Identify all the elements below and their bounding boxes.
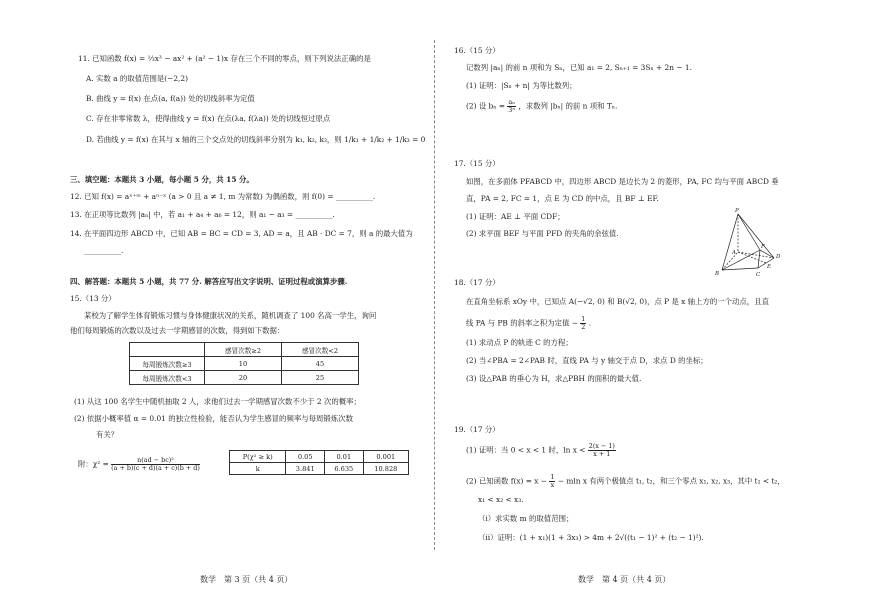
page-divider	[434, 40, 435, 550]
q19-part-ii: （ⅱ）证明：(1 + x₁)(1 + 3x₃) > 4m + 2√((t₁ − 1)² + (t₂ − 1)²).	[478, 533, 704, 542]
table-cell: 0.05	[286, 451, 325, 463]
polyhedron-figure	[714, 206, 784, 278]
q16-sub1: (1) 证明：|Sₙ + n| 为等比数列；	[466, 81, 577, 90]
q15-head: 15.（13 分）	[70, 294, 116, 303]
q19-part-i: （ⅰ）求实数 m 的取值范围；	[478, 514, 574, 523]
q19-sub2-post: − mln x 有两个极值点 t₁, t₂，和三个零点 x₁, x₂, x₃，其中 t₁ < t₂，	[557, 476, 785, 486]
left-page	[0, 0, 432, 615]
q11-option-b: B. 曲线 y = f(x) 在点(a, f(a)) 处的切线斜率为定值	[86, 94, 255, 103]
label-c: C	[756, 272, 761, 278]
table-cell: 感冒次数<2	[282, 343, 359, 357]
q19-sub1	[466, 443, 616, 458]
q19-sub2-cont: x₁ < x₂ < x₃.	[478, 495, 524, 504]
q11-stem: 11. 已知函数 f(x) = ⅓x³ − ax² + (a² − 1)x 存在三个不同的零点，则下列说法正确的是	[78, 54, 371, 63]
edge-pf	[738, 214, 760, 250]
edge-bc	[722, 268, 758, 270]
table-header-row	[130, 343, 359, 357]
q19-sub2	[466, 474, 785, 489]
right-page	[438, 0, 870, 615]
table-row	[230, 463, 409, 475]
q16-sub2-post: ，求数列 |bₙ| 的前 n 项和 Tₙ.	[518, 101, 618, 111]
q16-sub2	[466, 99, 617, 114]
edge-cd	[758, 258, 774, 268]
q12: 12. 已知 f(x) = aˣ⁺ᵐ + aⁿ⁻ˣ (a > 0 且 a ≠ 1, m 为常数) 为偶函数，则 f(0) = __________.	[70, 192, 376, 201]
page-4-footer: 数学 第 4 页（共 4 页）	[578, 575, 671, 584]
edge-cf	[758, 250, 760, 268]
q15-data-table	[129, 342, 359, 385]
q14-line1: 14. 在平面四边形 ABCD 中，已知 AB = BC = CD = 3, AD = a，且 AB · DC = 7，则 a 的最大值为	[70, 229, 413, 238]
table-cell: k	[230, 463, 286, 475]
edge-pb	[722, 214, 738, 270]
q11-option-c: C. 存在非零常数 λ，使得曲线 y = f(x) 在点(λa, f(λa)) 处的切线恒过原点	[86, 114, 331, 123]
table-cell: 3.841	[286, 463, 325, 475]
label-b: B	[715, 271, 720, 277]
formula-label: 附：χ² =	[78, 459, 109, 469]
q14-line2: __________.	[84, 246, 124, 255]
table-row	[130, 357, 359, 371]
q17-sub1: (1) 证明：AE ⊥ 平面 CDF；	[466, 212, 565, 221]
q15-sub2: (2) 依据小概率值 α = 0.01 的独立性检验，能否认为学生感冒的频率与每周锻炼次数	[74, 414, 353, 423]
section-3-heading: 三、填空题：本题共 3 小题，每小题 5 分，共 15 分。	[70, 175, 254, 184]
fraction-denominator: 3ⁿ	[508, 106, 516, 114]
q18-sub1: (1) 求动点 P 的轨迹 C 的方程；	[466, 338, 573, 347]
section-4-heading: 四、解答题：本题共 5 小题，共 77 分. 解答应写出文字说明、证明过程或演算步骤.	[70, 277, 348, 286]
q13: 13. 在正项等比数列 |aₙ| 中，若 a₁ + a₄ + a₆ = 12，则 a₁ − a₃ = __________.	[70, 210, 335, 219]
q17-para1: 如图，在多面体 PFABCD 中，四边形 ABCD 是边长为 2 的菱形，PA, FC 均与平面 ABCD 垂	[466, 177, 779, 186]
q18-para2-post: .	[588, 318, 592, 328]
q11-d-equation: 1/k₁ + 1/k₂ + 1/k₃ = 0	[344, 135, 426, 144]
q18-sub2: (2) 当∠PBA = 2∠PAB 时，直线 PA 与 y 轴交于点 D，求点 D 的坐标；	[466, 356, 708, 365]
table-cell: 每周锻炼次数<3	[130, 371, 205, 385]
q15-para1: 某校为了解学生体育锻炼习惯与身体健康状况的关系，随机调查了 100 名高一学生，询问	[84, 311, 377, 320]
table-cell: 6.635	[325, 463, 364, 475]
q19-head: 19.（17 分）	[454, 425, 500, 434]
q11-option-a: A. 实数 a 的取值范围是(−2,2)	[86, 74, 188, 83]
table-row	[130, 371, 359, 385]
q11-option-d	[86, 135, 425, 144]
label-a: A	[732, 250, 736, 256]
q19-sub1-pre: (1) 证明：当 0 < x < 1 时，ln x <	[466, 445, 586, 455]
formula-numerator: n(ad − bc)²	[111, 457, 200, 465]
table-cell: 25	[282, 371, 359, 385]
q15-formula	[78, 457, 200, 472]
q15-para2: 他们每周锻炼的次数以及过去一学期感冒的次数，得到如下数据：	[70, 326, 285, 335]
label-e: E	[767, 264, 772, 270]
q16-sub2-pre: (2) 设 bₙ =	[466, 101, 506, 111]
q18-head: 18.（17 分）	[454, 278, 500, 287]
table-cell: 45	[282, 357, 359, 371]
table-cell: 0.001	[363, 451, 408, 463]
q16-para: 记数列 |aₙ| 的前 n 项和为 Sₙ，已知 a₁ = 2, Sₙ₊₁ = 3Sₙ + 2n − 1.	[466, 63, 692, 72]
fraction-denominator: 2	[581, 323, 586, 331]
q17-sub2: (2) 求平面 BEF 与平面 PFD 的夹角的余弦值.	[466, 229, 619, 238]
q18-sub3: (3) 设△PAB 的垂心为 H，求△PBH 的面积的最大值.	[466, 374, 642, 383]
q16-fraction	[507, 99, 516, 114]
table-cell: 10.828	[363, 463, 408, 475]
edge-ae	[738, 252, 766, 263]
formula-fraction	[111, 457, 200, 472]
q17-head: 17.（15 分）	[454, 159, 500, 168]
table-cell: 感冒次数≥2	[205, 343, 282, 357]
fraction-denominator: x + 1	[593, 450, 611, 458]
table-cell: 每周锻炼次数≥3	[130, 357, 205, 371]
fraction-numerator: 1	[550, 473, 555, 481]
q19-fraction-1	[588, 443, 616, 458]
table-cell: 20	[205, 371, 282, 385]
critical-value-table	[229, 450, 409, 475]
q18-para1: 在直角坐标系 xOy 中，已知点 A(−√2, 0) 和 B(√2, 0)，点 P 是 x 轴上方的一个动点，且直	[466, 297, 769, 306]
q19-sub2-pre: (2) 已知函数 f(x) = x −	[466, 476, 548, 486]
q19-fraction-2	[549, 474, 555, 489]
edge-bf	[722, 250, 760, 270]
page-3-footer: 数学 第 3 页（共 4 页）	[200, 575, 293, 584]
formula-denominator: (a + b)(c + d)(a + c)(b + d)	[111, 464, 200, 472]
fraction-numerator: aₙ	[508, 98, 515, 106]
label-p: P	[735, 208, 739, 214]
table-row	[230, 451, 409, 463]
label-d: D	[776, 254, 781, 260]
label-f: F	[761, 244, 765, 250]
table-cell: 0.01	[325, 451, 364, 463]
q17-para2: 直，PA = 2, FC = 1，点 E 为 CD 的中点，且 BF ⊥ EF.	[466, 194, 659, 203]
fraction-numerator: 2(x − 1)	[588, 442, 615, 450]
q15-sub1: (1) 从这 100 名学生中随机抽取 2 人，求他们过去一学期感冒次数不少于 2 次的概率；	[74, 397, 361, 406]
q18-para2	[466, 316, 591, 331]
q18-para2-pre: 线 PA 与 PB 的斜率之积为定值 −	[466, 318, 578, 328]
q18-fraction	[580, 316, 586, 331]
q15-sub2-cont: 有关？	[96, 430, 119, 439]
fraction-numerator: 1	[581, 315, 586, 323]
table-cell	[130, 343, 205, 357]
table-cell: P(χ² ≥ k)	[230, 451, 286, 463]
q11-d-text: D. 若曲线 y = f(x) 在其与 x 轴的三个交点处的切线斜率分别为 k₁, k₂, k₃，则	[86, 135, 342, 144]
fraction-denominator: x	[550, 481, 555, 489]
edge-pd	[738, 214, 774, 258]
table-cell: 10	[205, 357, 282, 371]
q16-head: 16.（15 分）	[454, 46, 500, 55]
